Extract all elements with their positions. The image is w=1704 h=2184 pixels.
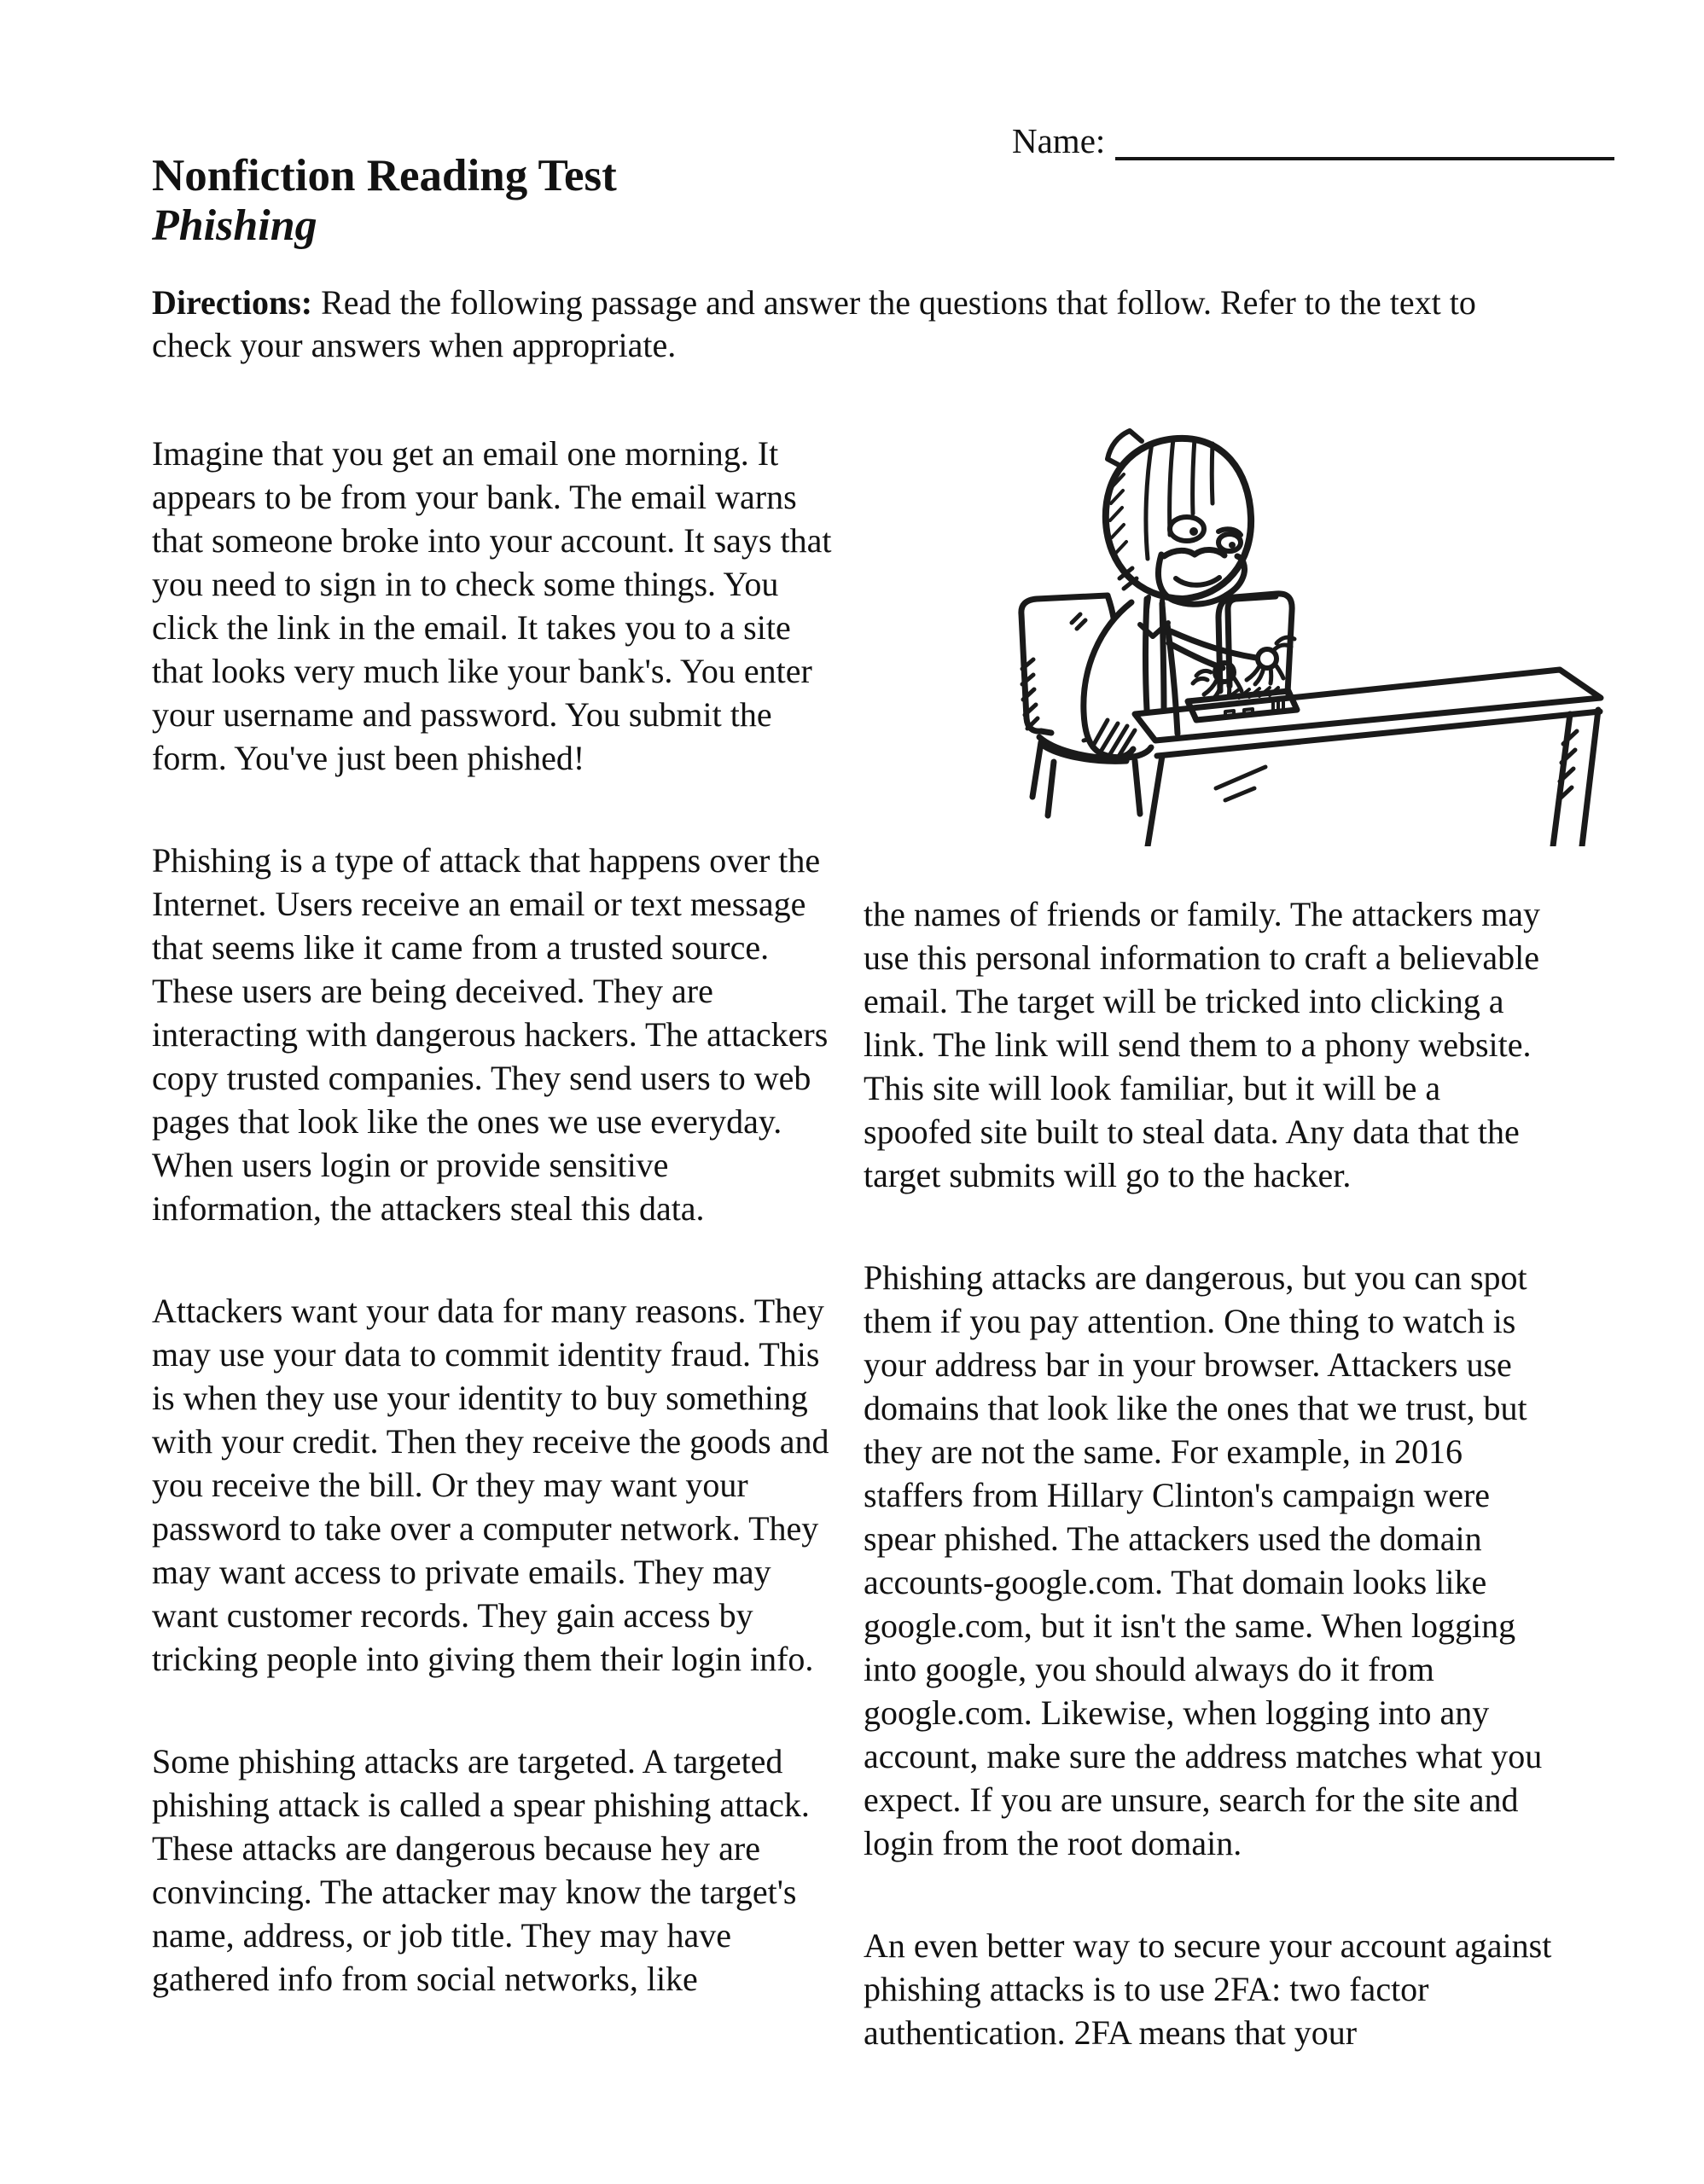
name-blank-line [1115,123,1614,160]
passage-paragraph: Attackers want your data for many reasons. They may use your data to commit identity fraud. This is when they use your identity to buy something with your credit. Then they receive the goods and you receive the bill. Or they may want your password to take over a computer network. They may want access to private emails. They may want customer records. They gain access by tricking people into giving them their login info. [152,1292,829,1678]
passage-paragraph: Phishing attacks are dangerous, but you can spot them if you pay attention. One thing to watch is your address bar in your browser. Attackers use domains that look like the ones that we trust, but they are not the same. For example, in 2016 staffers from Hillary Clinton's campaign were spear phished. The attackers used the domain accounts-google.com. That domain looks like google.com, but it isn't the same. When logging into google, you should always do it from google.com. Likewise, when logging into any account, make sure the address matches what you expect. If you are unsure, search for the site and login from the root domain. [864,1258,1543,1862]
passage-paragraph: Imagine that you get an email one morning. It appears to be from your bank. The email warns that someone broke into your account. It says that you need to sign in to check some things. You click the link in the email. It takes you to a site that looks very much like your bank's. You enter your username and password. You submit the form. You've just been phished! [152,434,832,777]
passage-paragraph: the names of friends or family. The attackers may use this personal information to craft a believable email. The target will be tricked into clicking a link. The link will send them to a phony website. This site will look familiar, but it will be a spoofed site built to steal data. Any data that the target submits will go to the hacker. [864,895,1541,1194]
passage-column-right [864,432,1556,2113]
passage-columns [152,432,1556,2113]
passage-column-left [152,432,845,2113]
name-label: Name: [1012,121,1106,160]
directions-text: Read the following passage and answer the questions that follow. Refer to the text to check your answers when appropriate. [152,283,1476,364]
directions [152,282,1556,367]
name-field-row [1012,121,1614,160]
hacker-at-laptop-illustration [864,432,1556,892]
hacker-arm [1169,631,1256,668]
page-title: Nonfiction Reading Test [152,151,617,200]
passage-paragraph: An even better way to secure your account against phishing attacks is to use 2FA: two factor authentication. 2FA means that your [864,1926,1552,2052]
page-subtitle: Phishing [152,201,317,250]
desk-sketch-marks [1216,731,1577,800]
page-header [152,150,617,251]
passage-paragraph: Phishing is a type of attack that happens over the Internet. Users receive an email or text message that seems like it came from a trusted source. These users are being deceived. They are interacting with dangerous hackers. The attackers copy trusted companies. They send users to web pages that look like the ones we use everyday. When users login or provide sensitive information, the attackers steal this data. [152,841,829,1228]
directions-label: Directions: [152,283,313,322]
passage-paragraph: Some phishing attacks are targeted. A targeted phishing attack is called a spear phishing attack. These attacks are dangerous because hey are convincing. The attacker may know the target's name, address, or job title. They may have gathered info from social networks, like [152,1742,810,1998]
